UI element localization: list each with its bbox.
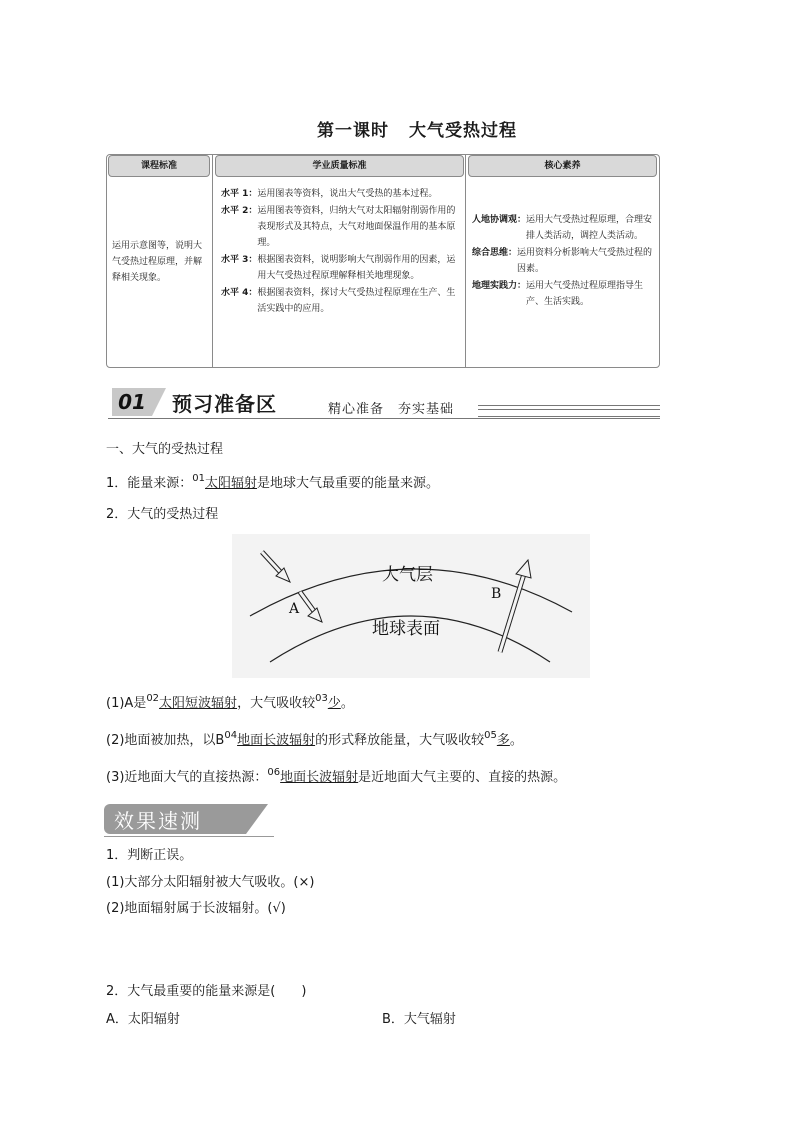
answer-blank: 地面长波辐射 [237, 733, 316, 748]
answer-number: 01 [192, 473, 206, 484]
quality-level-1: 水平 1： 运用图表等资料，说出大气受热的基本过程。 [221, 189, 438, 199]
column-header: 核心素养 [468, 155, 657, 177]
section-title: 预习准备区 [172, 392, 277, 416]
answer-number: 02 [146, 693, 160, 704]
page-title: 第一课时 大气受热过程 [317, 121, 517, 141]
answer-blank: 少 [327, 696, 341, 711]
answer-number: 03 [315, 693, 328, 704]
answer-blank: 地面长波辐射 [280, 770, 359, 785]
banner-decoration [152, 388, 166, 416]
answer-number: 05 [484, 730, 497, 741]
standards-table [106, 154, 660, 368]
section-number: 01 [112, 388, 152, 416]
judge-item-2: (2)地面辐射属于长波辐射。(√) [106, 901, 286, 916]
banner-lines [478, 405, 660, 417]
curriculum-text: 运用示意图等，说明大气受热过程原理，并解释相关现象。 [112, 241, 203, 283]
column-header: 课程标准 [108, 155, 210, 177]
speed-test-banner [104, 800, 274, 838]
section-banner [108, 386, 660, 420]
judge-item-1: (1)大部分太阳辐射被大气吸收。(×) [106, 875, 315, 890]
atmosphere-diagram [232, 534, 590, 678]
banner-underline [108, 418, 660, 419]
atmosphere-label: 大气层 [382, 565, 433, 585]
option-a: A．太阳辐射 [106, 1012, 180, 1027]
quality-level-2: 水平 2： 运用图表等资料，归纳大气对太阳辐射削弱作用的表现形式及其特点，大气对地面保温作用的基本原理。 [221, 206, 456, 248]
quality-level-3: 水平 3： 根据图表资料，说明影响大气削弱作用的因素，运用大气受热过程原理解释相关地理现象。 [221, 255, 456, 281]
quality-level-4: 水平 4： 根据图表资料，探讨大气受热过程原理在生产、生活实践中的应用。 [221, 288, 456, 314]
literacy-item: 地理实践力： 运用大气受热过程原理指导生产、生活实践。 [472, 281, 644, 307]
question-1-line: (1)A是$^{02}$太阳短波辐射，大气吸收较$^{03}$少。 [106, 693, 354, 711]
answer-number: 04 [224, 730, 238, 741]
question-2-line: (2)地面被加热，以$B^{04}$地面长波辐射的形式释放能量，大气吸收较$^{05}$多。 [106, 730, 523, 748]
arrow-b-icon [500, 560, 531, 652]
answer-blank: 多 [496, 733, 510, 748]
choice-question: 2．大气最重要的能量来源是( ) [106, 984, 307, 999]
literacy-column [465, 154, 659, 368]
speed-test-underline [104, 836, 274, 837]
question-3-line: (3)近地面大气的直接热源：$^{06}$地面长波辐射是近地面大气主要的、直接的热源。 [106, 767, 567, 785]
label-a: A [289, 601, 300, 617]
curriculum-column [106, 154, 212, 368]
speed-test-decoration [246, 804, 268, 834]
speed-test-label: 效果速测 [114, 809, 202, 833]
literacy-item: 综合思维： 运用资料分析影响大气受热过程的因素。 [472, 248, 653, 274]
arrow-a-icon [300, 592, 322, 622]
answer-number: 06 [267, 767, 281, 778]
energy-source-line: 1．能量来源：$^{01}$太阳辐射是地球大气最重要的能量来源。 [106, 473, 440, 491]
answer-blank: 太阳辐射 [205, 476, 258, 491]
judge-question: 1．判断正误。 [106, 848, 193, 863]
option-b: B．大气辐射 [382, 1012, 456, 1027]
section-subtitle: 精心准备 夯实基础 [328, 402, 455, 417]
column-header: 学业质量标准 [215, 155, 464, 177]
quality-column [212, 154, 466, 368]
literacy-item: 人地协调观： 运用大气受热过程原理，合理安排人类活动，调控人类活动。 [472, 215, 653, 241]
section-heading: 一、大气的受热过程 [106, 442, 224, 457]
heating-process-title: 2．大气的受热过程 [106, 507, 219, 522]
answer-blank: 太阳短波辐射 [159, 696, 238, 711]
incoming-arrow-top [262, 552, 290, 582]
earth-surface-label: 地球表面 [372, 619, 440, 639]
label-b: B [491, 586, 502, 602]
